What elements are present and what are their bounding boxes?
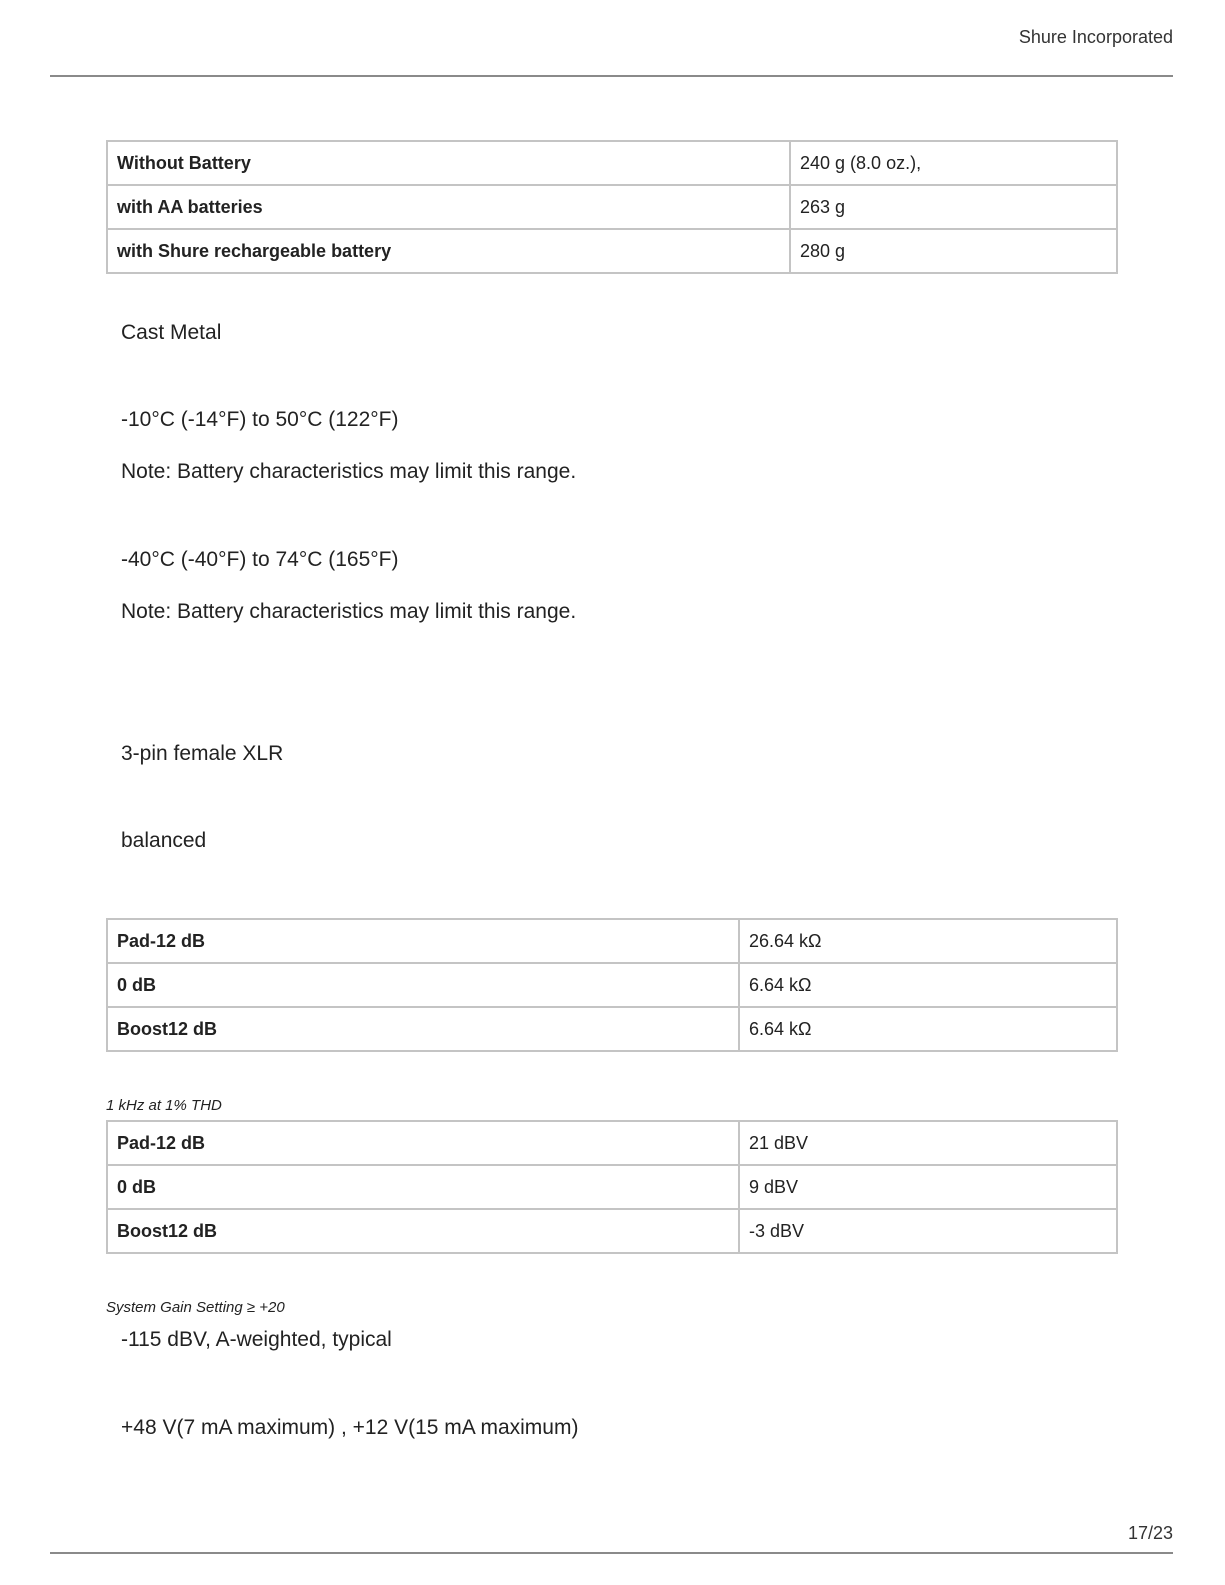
- table-value: 6.64 kΩ: [739, 963, 1117, 1007]
- table-label: Boost12 dB: [107, 1007, 739, 1051]
- noise-value: -115 dBV, A-weighted, typical: [121, 1328, 392, 1351]
- table-value: 280 g: [790, 229, 1117, 273]
- header-divider: [50, 75, 1173, 77]
- table-label: Pad-12 dB: [107, 919, 739, 963]
- table-value: 240 g (8.0 oz.),: [790, 141, 1117, 185]
- table-label: Boost12 dB: [107, 1209, 739, 1253]
- table-row: [107, 1209, 1117, 1253]
- phantom-power-text: +48 V(7 mA maximum) , +12 V(15 mA maximum): [121, 1416, 579, 1439]
- table-row: [107, 141, 1117, 185]
- connector-text: 3-pin female XLR: [121, 742, 284, 765]
- storage-temp-note: Note: Battery characteristics may limit this range.: [121, 600, 577, 623]
- configuration-text: balanced: [121, 829, 207, 852]
- table-value: 6.64 kΩ: [739, 1007, 1117, 1051]
- table-value: 21 dBV: [739, 1121, 1117, 1165]
- table-value: 9 dBV: [739, 1165, 1117, 1209]
- table-row: [107, 185, 1117, 229]
- operating-temp-range: -10°C (-14°F) to 50°C (122°F): [121, 408, 399, 431]
- operating-temp-note: Note: Battery characteristics may limit this range.: [121, 460, 577, 483]
- weight-table: [106, 140, 1118, 274]
- table-row: [107, 1007, 1117, 1051]
- table-label: 0 dB: [107, 963, 739, 1007]
- table-row: [107, 963, 1117, 1007]
- table-label: Without Battery: [107, 141, 790, 185]
- table-value: -3 dBV: [739, 1209, 1117, 1253]
- footer-divider: [50, 1552, 1173, 1554]
- table-label: Pad-12 dB: [107, 1121, 739, 1165]
- housing-text: Cast Metal: [121, 321, 222, 344]
- table-row: [107, 919, 1117, 963]
- page-number: 17/23: [1127, 1523, 1173, 1543]
- table-row: [107, 1121, 1117, 1165]
- clipping-caption: 1 kHz at 1% THD: [106, 1097, 222, 1114]
- table-row: [107, 229, 1117, 273]
- impedance-table: [106, 918, 1118, 1052]
- noise-caption: System Gain Setting ≥ +20: [106, 1299, 285, 1316]
- company-name: Shure Incorporated: [1018, 27, 1173, 47]
- table-label: 0 dB: [107, 1165, 739, 1209]
- table-label: with Shure rechargeable battery: [107, 229, 790, 273]
- table-value: 26.64 kΩ: [739, 919, 1117, 963]
- clipping-table: [106, 1120, 1118, 1254]
- table-label: with AA batteries: [107, 185, 790, 229]
- storage-temp-range: -40°C (-40°F) to 74°C (165°F): [121, 548, 399, 571]
- table-row: [107, 1165, 1117, 1209]
- table-value: 263 g: [790, 185, 1117, 229]
